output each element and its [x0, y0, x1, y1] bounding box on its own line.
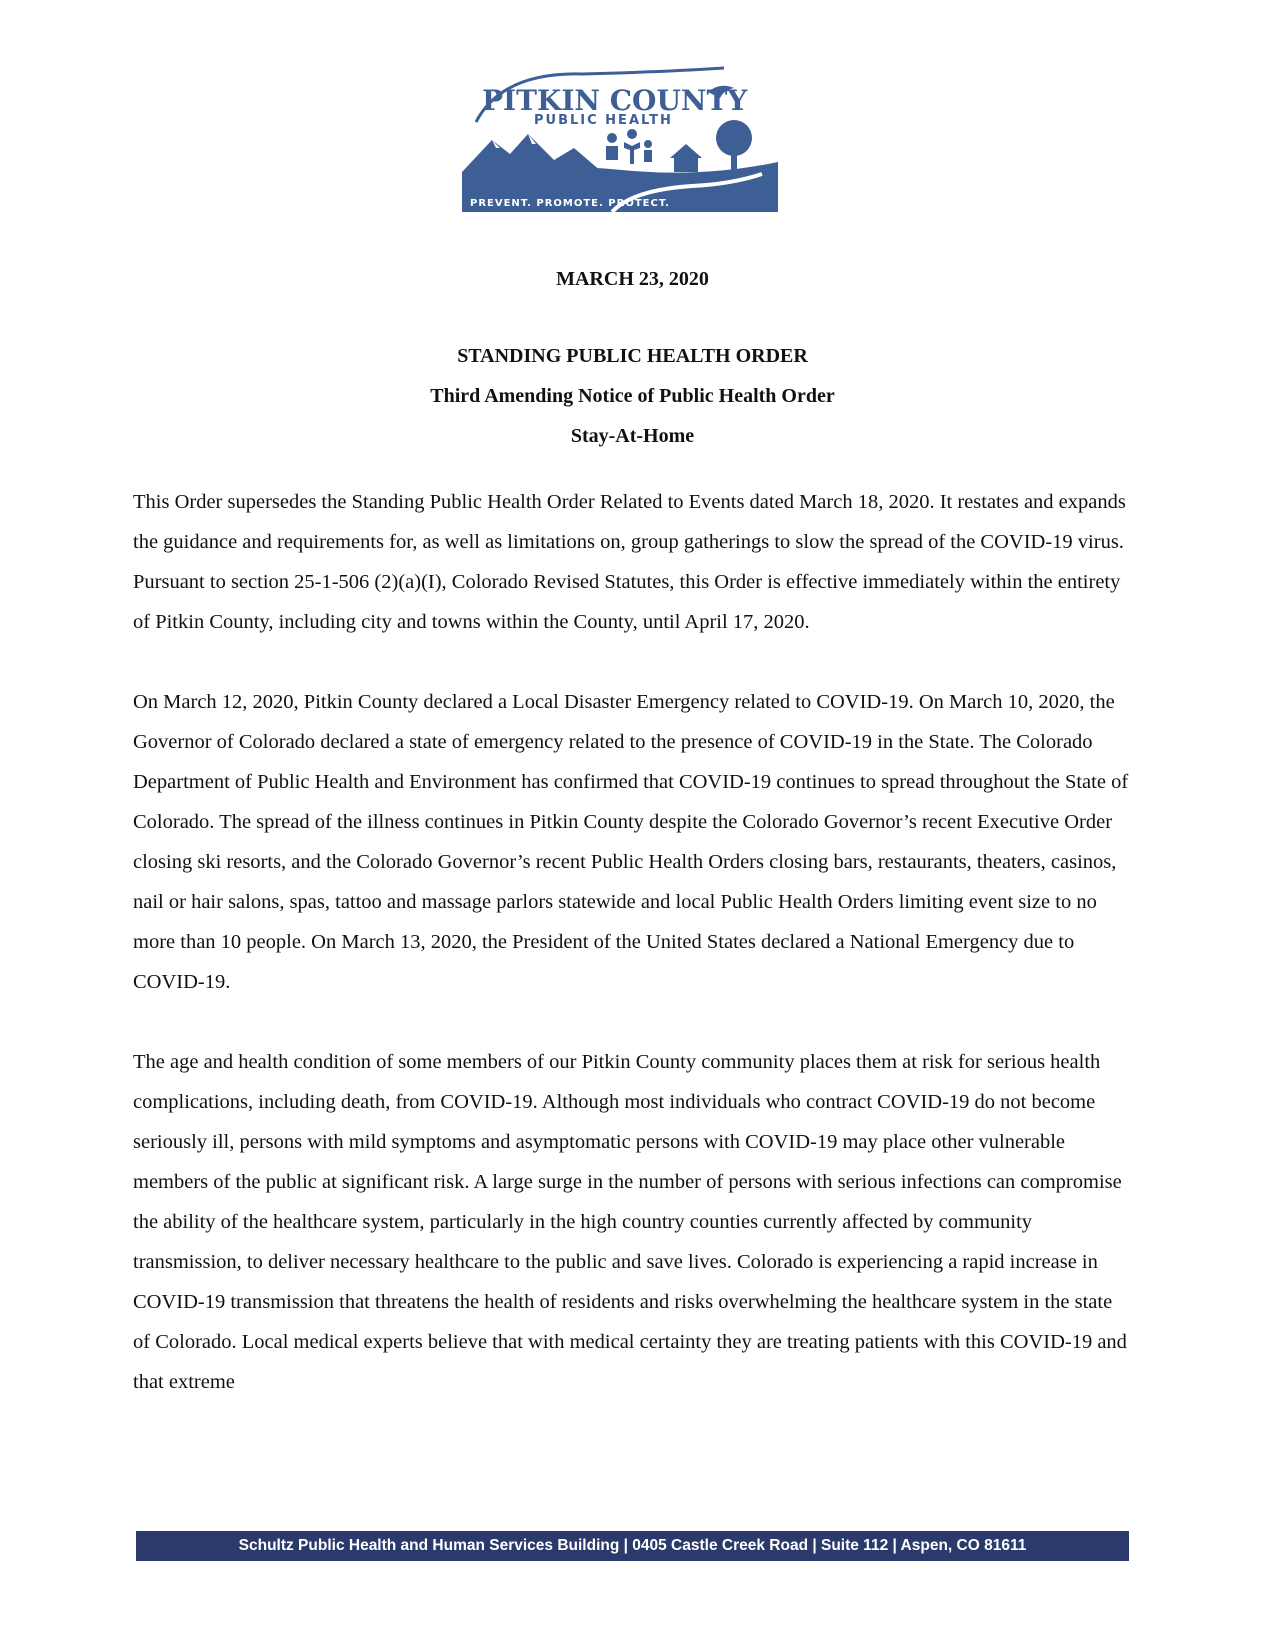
order-subtitle: Third Amending Notice of Public Health Order [430, 385, 835, 407]
body-paragraph: On March 12, 2020, Pitkin County declared a Local Disaster Emergency related to COVID-19. On March 10, 2020, the Governor of Colorado declared a state of emergency related to the presence of COVID-19 in the State. The Colorado Department of Public Health and Environment has confirmed that COVID-19 continues to spread throughout the State of Colorado. The spread of the illness continues in Pitkin County despite the Colorado Governor’s recent Executive Order closing ski resorts, and the Colorado Governor’s recent Public Health Orders closing bars, restaurants, theaters, casinos, nail or hair salons, spas, tattoo and massage parlors statewide and local Public Health Orders limiting event size to no more than 10 people. On March 13, 2020, the President of the United States declared a National Emergency due to COVID-19. [133, 691, 1129, 993]
pitkin-county-public-health-logo [462, 62, 778, 212]
order-title: STANDING PUBLIC HEALTH ORDER [457, 345, 808, 367]
footer-address-bar: Schultz Public Health and Human Services Building | 0405 Castle Creek Road | Suite 112 | Aspen, CO 81611 [136, 1531, 1129, 1561]
order-type: Stay-At-Home [570, 425, 695, 447]
svg-text:PREVENT. PROMOTE. PROTECT.: PREVENT. PROMOTE. PROTECT. [470, 198, 670, 209]
body-paragraph: This Order supersedes the Standing Public Health Order Related to Events dated March 18, 2020. It restates and expands the guidance and requirements for, as well as limitations on, group gatherings to slow the spread of the COVID-19 virus. Pursuant to section 25-1-506 (2)(a)(I), Colorado Revised Statutes, this Order is effective immediately within the entirety of Pitkin County, including city and towns within the County, until April 17, 2020. [133, 491, 1126, 633]
order-title-block [0, 336, 1265, 456]
svg-text:PUBLIC HEALTH: PUBLIC HEALTH [534, 113, 673, 128]
body-paragraph: The age and health condition of some members of our Pitkin County community places them at risk for serious health complications, including death, from COVID-19. Although most individuals who contract COVID-19 do not become seriously ill, persons with mild symptoms and asymptomatic persons with COVID-19 may place other vulnerable members of the public at significant risk. A large surge in the number of persons with serious infections can compromise the ability of the healthcare system, particularly in the high country counties currently affected by community transmission, to deliver necessary healthcare to the public and save lives. Colorado is experiencing a rapid increase in COVID-19 transmission that threatens the health of residents and risks overwhelming the healthcare system in the state of Colorado. Local medical experts believe that with medical certainty they are treating patients with this COVID-19 and that extreme [133, 1051, 1127, 1393]
order-body [133, 482, 1133, 1442]
order-date: MARCH 23, 2020 [556, 268, 709, 290]
svg-text:PITKIN COUNTY: PITKIN COUNTY [482, 84, 748, 117]
